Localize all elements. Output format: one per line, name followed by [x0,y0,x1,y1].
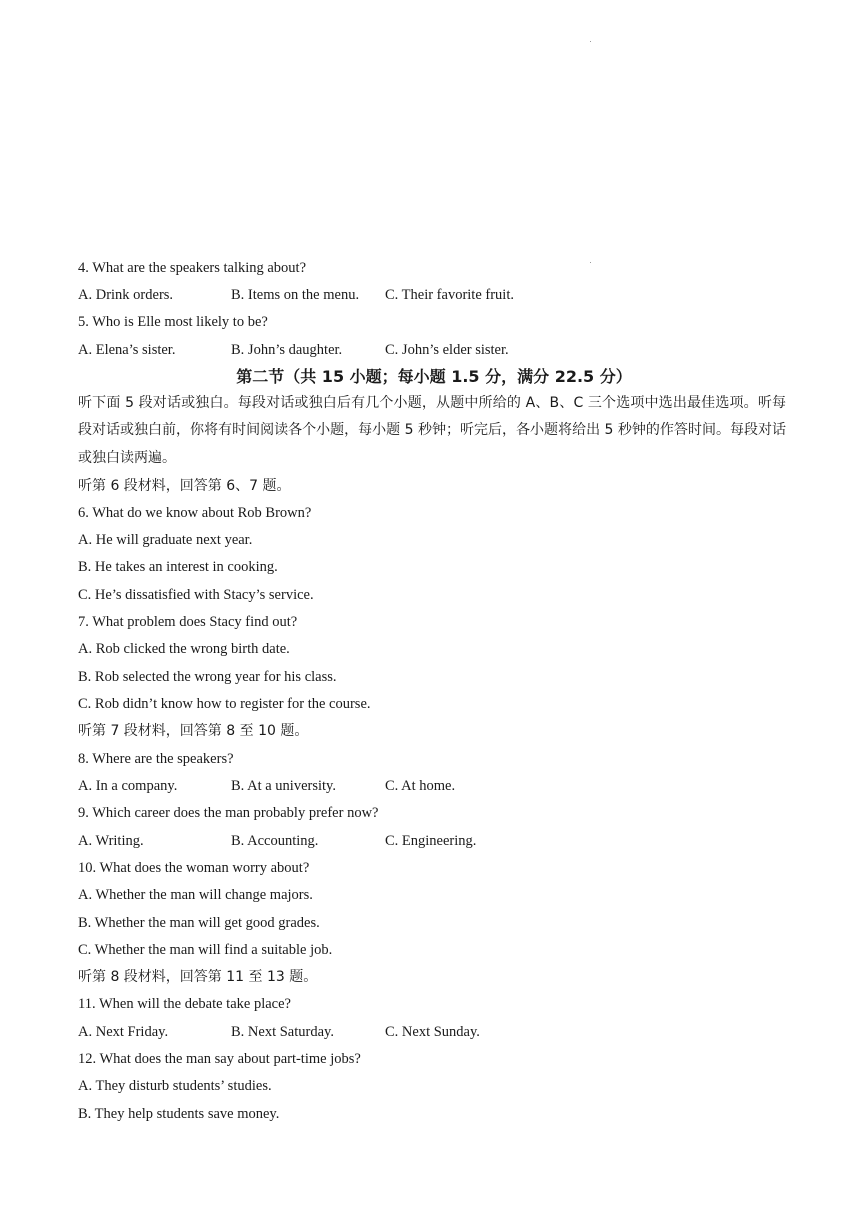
question-7-option-a: A. Rob clicked the wrong birth date. [78,641,290,657]
option-c: C. John’s elder sister. [385,342,509,358]
question-7-option-c: C. Rob didn’t know how to register for the course. [78,696,371,712]
question-7-option-b: B. Rob selected the wrong year for his class. [78,669,337,685]
question-10-option-b: B. Whether the man will get good grades. [78,915,320,931]
question-10-option-c: C. Whether the man will find a suitable job. [78,942,333,958]
question-8-options [78,776,786,796]
option-c: C. Engineering. [385,833,477,849]
option-b: B. Accounting. [231,833,319,849]
option-a: A. Drink orders. [78,287,174,303]
section-instructions: 听下面 5 段对话或独白。每段对话或独白后有几个小题，从题中所给的 A、B、C 三个选项中选出最佳选项。听每段对话或独白前，你将有时间阅读各个小题，每小题 5 秒钟；听完后，各小题将给出 5 秒钟的作答时间。每段对话或独白读两遍。 [78,395,786,466]
section-heading: 第二节（共 15 小题；每小题 1.5 分，满分 22.5 分） [236,367,632,386]
question-10-stem: 10. What does the woman worry about? [78,860,310,876]
option-c: C. Next Sunday. [385,1024,480,1040]
option-b: B. Next Saturday. [231,1024,334,1040]
option-b: B. Items on the menu. [231,287,360,303]
question-10-option-a: A. Whether the man will change majors. [78,887,313,903]
option-b: B. At a university. [231,778,336,794]
question-11-options [78,1022,786,1042]
question-9-stem: 9. Which career does the man probably prefer now? [78,805,379,821]
question-6-option-a: A. He will graduate next year. [78,532,253,548]
question-4-options [78,285,786,305]
question-12-stem: 12. What does the man say about part-time jobs? [78,1051,361,1067]
option-a: A. In a company. [78,778,178,794]
scan-speck [590,41,591,42]
option-b: B. John’s daughter. [231,342,343,358]
material-8-note: 听第 8 段材料，回答第 11 至 13 题。 [78,969,318,985]
question-9-options [78,831,786,851]
question-7-stem: 7. What problem does Stacy find out? [78,614,298,630]
option-a: A. Next Friday. [78,1024,169,1040]
option-c: C. Their favorite fruit. [385,287,514,303]
question-4-stem: 4. What are the speakers talking about? [78,260,307,276]
question-11-stem: 11. When will the debate take place? [78,996,291,1012]
option-c: C. At home. [385,778,456,794]
question-6-option-c: C. He’s dissatisfied with Stacy’s service. [78,587,314,603]
material-7-note: 听第 7 段材料，回答第 8 至 10 题。 [78,723,309,739]
option-a: A. Writing. [78,833,144,849]
question-5-stem: 5. Who is Elle most likely to be? [78,314,268,330]
question-5-options [78,340,786,360]
material-6-note: 听第 6 段材料，回答第 6、7 题。 [78,478,291,494]
option-a: A. Elena’s sister. [78,342,176,358]
question-6-option-b: B. He takes an interest in cooking. [78,559,278,575]
question-6-stem: 6. What do we know about Rob Brown? [78,505,312,521]
question-12-option-a: A. They disturb students’ studies. [78,1078,272,1094]
question-12-option-b: B. They help students save money. [78,1106,280,1122]
question-8-stem: 8. Where are the speakers? [78,751,234,767]
scan-speck [590,262,591,263]
